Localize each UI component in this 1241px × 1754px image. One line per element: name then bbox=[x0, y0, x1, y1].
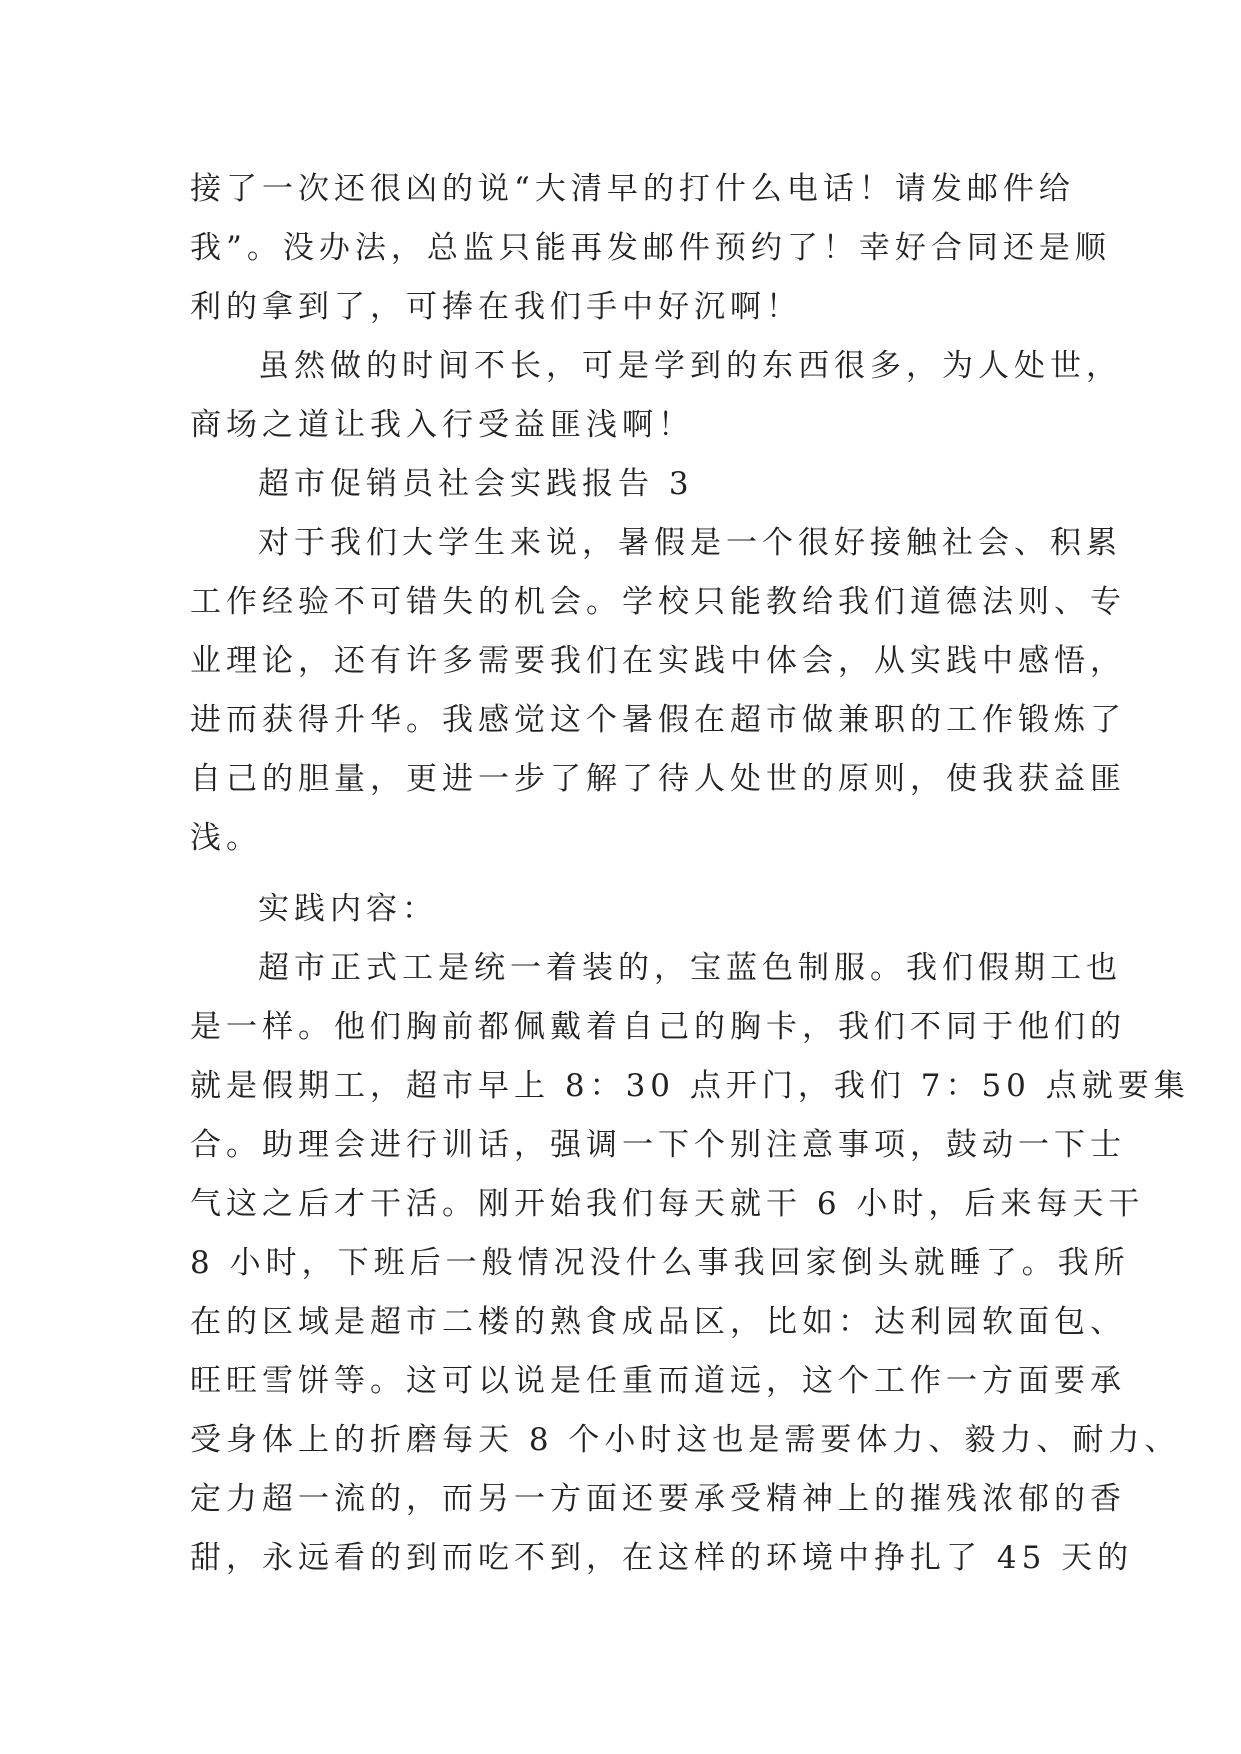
text-line: 浅。 bbox=[190, 820, 262, 856]
text-line: 8 小时，下班后一般情况没什么事我回家倒头就睡了。我所 bbox=[190, 1245, 1130, 1281]
text-line: 在的区域是超市二楼的熟食成品区，比如：达利园软面包、 bbox=[190, 1304, 1126, 1340]
text-line: 受身体上的折磨每天 8 个小时这也是需要体力、毅力、耐力、 bbox=[190, 1422, 1181, 1458]
text-line: 旺旺雪饼等。这可以说是任重而道远，这个工作一方面要承 bbox=[190, 1363, 1126, 1399]
text-line: 就是假期工，超市早上 8：30 点开门，我们 7：50 点就要集 bbox=[190, 1068, 1190, 1104]
text-line: 进而获得升华。我感觉这个暑假在超市做兼职的工作锻炼了 bbox=[190, 702, 1126, 738]
text-line: 定力超一流的，而另一方面还要承受精神上的摧残浓郁的香 bbox=[190, 1481, 1126, 1517]
paragraph-start-line: 超市正式工是统一着装的，宝蓝色制服。我们假期工也 bbox=[258, 950, 1122, 986]
text-line: 接了一次还很凶的说“大清早的打什么电话！请发邮件给 bbox=[190, 171, 1075, 207]
paragraph-start-line: 虽然做的时间不长，可是学到的东西很多，为人处世， bbox=[258, 348, 1122, 384]
document-body bbox=[190, 160, 1190, 1588]
text-line: 业理论，还有许多需要我们在实践中体会，从实践中感悟， bbox=[190, 643, 1126, 679]
section-heading: 超市促销员社会实践报告 3 bbox=[258, 466, 694, 502]
text-line: 合。助理会进行训话，强调一下个别注意事项，鼓动一下士 bbox=[190, 1127, 1126, 1163]
text-line: 气这之后才干活。刚开始我们每天就干 6 小时，后来每天干 bbox=[190, 1186, 1145, 1222]
text-line: 工作经验不可错失的机会。学校只能教给我们道德法则、专 bbox=[190, 584, 1126, 620]
text-line: 利的拿到了，可捧在我们手中好沉啊！ bbox=[190, 289, 802, 325]
text-line: 我”。没办法，总监只能再发邮件预约了！幸好合同还是顺 bbox=[190, 230, 1111, 266]
text-line: 甜，永远看的到而吃不到，在这样的环境中挣扎了 45 天的 bbox=[190, 1540, 1134, 1576]
subheading: 实践内容： bbox=[258, 891, 438, 927]
text-line: 商场之道让我入行受益匪浅啊！ bbox=[190, 407, 694, 443]
text-line: 自己的胆量，更进一步了解了待人处世的原则，使我获益匪 bbox=[190, 761, 1126, 797]
text-line: 是一样。他们胸前都佩戴着自己的胸卡，我们不同于他们的 bbox=[190, 1009, 1126, 1045]
paragraph-start-line: 对于我们大学生来说，暑假是一个很好接触社会、积累 bbox=[258, 525, 1122, 561]
